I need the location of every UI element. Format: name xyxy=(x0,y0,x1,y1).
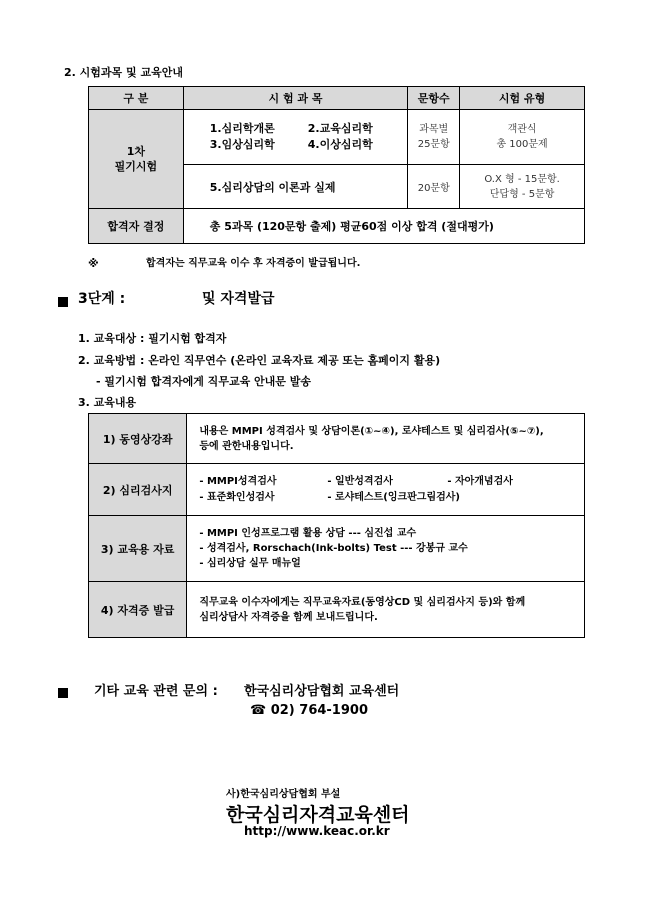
video-line-2: 등에 관한내용입니다. xyxy=(199,440,294,452)
type-1b: 총 100문제 xyxy=(496,139,548,150)
video-label: 1) 동영상강좌 xyxy=(89,414,187,464)
test-mmpi: - MMPI성격검사 xyxy=(199,475,277,487)
content-table xyxy=(88,413,585,638)
contact-label: 기타 교육 관련 문의 : xyxy=(94,684,218,699)
materials-cell xyxy=(187,516,585,582)
test-general: - 일반성격검사 xyxy=(327,475,393,487)
certificate-line-2: 심리상담사 자격증을 함께 보내드립니다. xyxy=(199,611,378,623)
subject-1: 1.심리학개론 xyxy=(209,122,275,135)
test-selfconcept: - 자아개념검사 xyxy=(447,475,513,487)
exam-table xyxy=(88,86,585,244)
contact-org: 한국심리상담협회 교육센터 xyxy=(244,684,400,699)
subject-4: 4.이상심리학 xyxy=(307,138,373,151)
pass-label: 합격자 결정 xyxy=(89,209,184,244)
header-type: 시험 유형 xyxy=(460,87,585,110)
header-subjects: 시 험 과 목 xyxy=(183,87,408,110)
item-content: 3. 교육내용 xyxy=(78,396,137,409)
test-rorschach: - 로샤테스트(잉크판그림검사) xyxy=(327,491,461,503)
subjects-cell-1 xyxy=(183,110,408,165)
count-cell-2: 20문항 xyxy=(408,165,460,209)
footer-name: 한국심리자격교육센터 xyxy=(226,804,410,826)
section2-title: 2. 시험과목 및 교육안내 xyxy=(64,66,183,79)
subject-2: 2.교육심리학 xyxy=(307,122,373,135)
contact-phone: ☎ 02) 764-1900 xyxy=(250,703,368,718)
contact-bullet xyxy=(58,683,68,702)
type-cell-2 xyxy=(460,165,585,209)
test-standard: - 표준화인성검사 xyxy=(199,491,275,503)
subject-5: 5.심리상담의 이론과 실제 xyxy=(183,165,408,209)
material-1: - MMPI 인성프로그램 활용 상담 --- 심진섭 교수 xyxy=(199,528,417,539)
materials-label: 3) 교육용 자료 xyxy=(89,516,187,582)
certificate-line-1: 직무교육 이수자에게는 직무교육자료(동영상CD 및 심리검사지 등)와 함께 xyxy=(199,596,526,608)
note-mark: ※ xyxy=(88,257,99,270)
item-notice: - 필기시험 합격자에게 직무교육 안내문 발송 xyxy=(96,375,311,388)
certificate-label: 4) 자격증 발급 xyxy=(89,582,187,638)
pass-text: 총 5과목 (120문항 출제) 평균60점 이상 합격 (절대평가) xyxy=(183,209,584,244)
video-line-1: 내용은 MMPI 성격검사 및 상담이론(①~④), 로샤테스트 및 심리검사(⑤~⑦), xyxy=(199,425,544,437)
exam-stage-label: 1차 xyxy=(126,145,146,158)
tests-cell xyxy=(187,464,585,516)
type-2a: O.X 형 - 15문항. xyxy=(484,173,560,185)
tests-label: 2) 심리검사지 xyxy=(89,464,187,516)
type-2b: 단답형 - 5문항 xyxy=(489,188,555,200)
material-2: - 성격검사, Rorschach(Ink-bolts) Test --- 강봉규 교수 xyxy=(199,543,468,554)
header-count: 문항수 xyxy=(408,87,460,110)
item-target: 1. 교육대상 : 필기시험 합격자 xyxy=(78,332,227,345)
count-1a: 과목별 xyxy=(419,124,449,135)
count-cell-1 xyxy=(408,110,460,165)
subject-3: 3.임상심리학 xyxy=(209,138,275,151)
video-text xyxy=(187,414,585,464)
item-method: 2. 교육방법 : 온라인 직무연수 (온라인 교육자료 제공 또는 홈페이지 활용) xyxy=(78,354,441,367)
note-text: 합격자는 직무교육 이수 후 자격증이 발급됩니다. xyxy=(146,258,361,269)
header-category: 구 분 xyxy=(89,87,184,110)
section3-title-a: 3단계 : xyxy=(78,291,126,307)
type-cell-1 xyxy=(460,110,585,165)
certificate-cell xyxy=(187,582,585,638)
count-1b: 25문항 xyxy=(417,139,450,150)
exam-type-label: 필기시험 xyxy=(114,160,158,173)
footer-url[interactable]: http://www.keac.or.kr xyxy=(244,824,390,838)
section3-bullet xyxy=(58,292,68,311)
material-3: - 심리상담 실무 매뉴얼 xyxy=(199,558,301,569)
section3-title-b: 및 자격발급 xyxy=(202,291,275,307)
footer-sub: 사)한국심리상담협회 부설 xyxy=(226,789,341,800)
exam-stage-cell xyxy=(89,110,184,209)
type-1a: 객관식 xyxy=(507,124,537,135)
